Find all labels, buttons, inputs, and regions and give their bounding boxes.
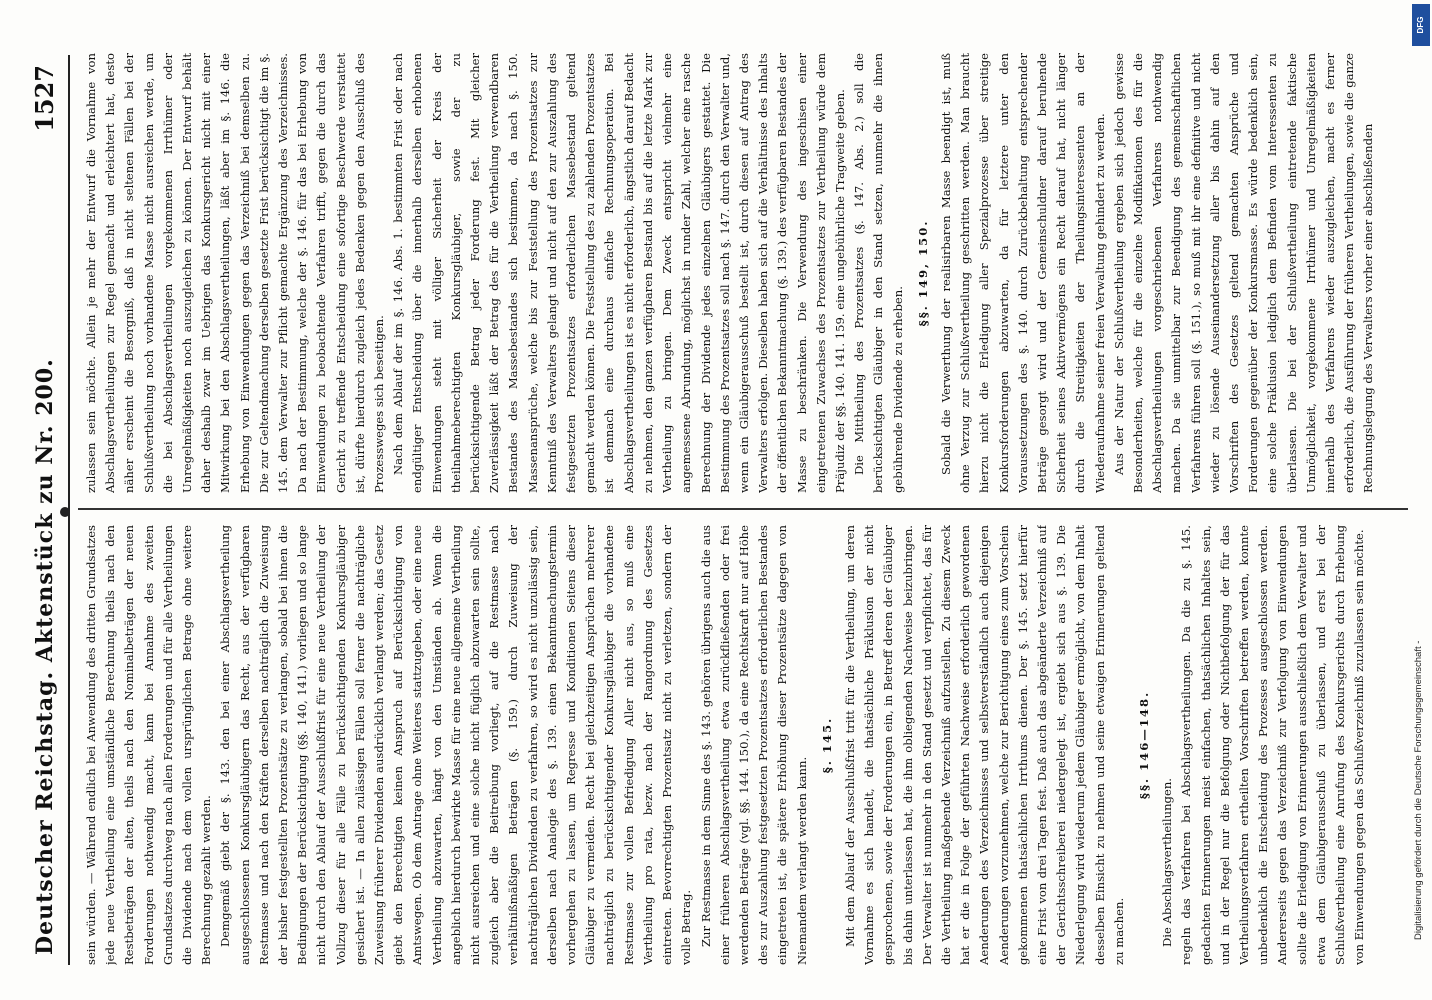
left-paragraph-4: Mit dem Ablauf der Ausschlußfrist tritt für die Vertheilung, um deren Vornahme es sich handelt, die thatsächliche Präklusion der nicht gesprochenen, sowie der Forderungen ein, in Betreff deren der Gläubiger bis dahin unterlassen hat, die ihm obliegenden Nachweise beizubringen. Der Verwalter ist nunmehr in den Stand gesetzt und verpflichtet, das für die Vertheilung maßgebende Verzeichniß aufzustellen. Zu diesem Zweck hat er die in Folge der geführten Nachweise erforderlich gewordenen Aenderungen des Verzeichnisses und selbstverständlich auch diejenigen Aenderungen vorzunehmen, welche zur Berichtigung eines zum Vorschein gekommenen thatsächlichen Irrthums dienen. Der §. 145. setzt hierfür eine Frist von drei Tagen fest. Daß auch das abgeänderte Verzeichniß auf der Gerichtsschreiberei niedergelegt ist, ergiebt sich aus §. 139. Die Niederlegung wird wiederum jedem Gläubiger ermöglicht, von dem Inhalt desselben Einsicht zu nehmen und seine etwaigen Erinnerungen geltend zu machen. — [842, 525, 1126, 965]
left-column — [82, 525, 1412, 965]
right-paragraph-4: Sobald die Verwerthung der realisirbaren Masse beendigt ist, muß ohne Verzug zur Schlußvertheilung geschritten werden. Man braucht hierzu nicht die Erledigung aller Spezialprozesse über streitige Konkursforderungen abzuwarten, da für letztere unter den Voraussetzungen des §. 140. durch Zurückbehaltung entsprechender Beträge gesorgt wird und der Gemeinschuldner darauf beruhende Sicherheit seines Aktivvermögens ein Recht darauf hat, nicht länger durch die Streitigkeiten der Theilungsinteressenten an der Wiederaufnahme seiner freien Verwaltung gehindert zu werden. — [938, 53, 1107, 493]
digitization-text: Digitalisierung gefördert durch die Deutsche Forschungsgemeinschaft - — [1413, 640, 1424, 940]
digitization-note — [1413, 60, 1429, 940]
left-paragraph-1: sein würden. — Während endlich bei Anwendung des dritten Grundsatzes jede neue Vertheilung eine umständliche Berechnung theils nach den Restbeträgen der alten, theils nach den Nominalbeträgen der neuen Forderungen nothwendig macht, kann bei Annahme des zweiten Grundsatzes durchweg nach allen Forderungen und für alle Vertheilungen die Dividende nach dem vollen ursprünglichen Betrage ohne weitere Berechnung gezahlt werden. — [84, 525, 214, 965]
column-divider — [78, 508, 1408, 510]
section-heading-146-148: §§. 146—148. — [1136, 690, 1151, 800]
page-title: Deutscher Reichstag. Aktenstück zu Nr. 200. — [32, 358, 58, 955]
header-rule — [68, 55, 70, 965]
document-page — [20, 35, 1420, 985]
right-column — [82, 53, 1412, 493]
left-paragraph-3: Zur Restmasse in dem Sinne des §. 143. gehören übrigens auch die aus einer früheren Abschlagsvertheilung etwa zurückfließenden oder frei werdenden Beträge (vgl. §§. 144. 150.), da eine Rechtskraft nur auf Höhe des zur Auszahlung festgesetzten Prozentsatzes erforderlichen Bestandes eingetreten ist, die spätere Erhöhung dieser Prozentsätze dagegen von Niemandem verlangt werden kann. — [698, 525, 809, 965]
right-paragraph-1: zulassen sein möchte. Allein je mehr der Entwurf die Vornahme von Abschlagsvertheilungen zur Regel gemacht und erleichtert hat, desto näher erscheint die Besorgniß, daß in nicht seltenen Fällen bei der Schlußvertheilung noch vorhandene Masse nicht ausreichen werde, um die bei Abschlagsvertheilungen vorgekommenen Irrthümer oder Unregelmäßigkeiten noch auszugleichen zu können. Der Entwurf behält daher deshalb zwar im Uebrigen das Konkursgericht nicht mit einer Mitwirkung bei den Abschlagsvertheilungen, läßt aber im §. 146. die Erhebung von Einwendungen gegen das Verzeichniß bei demselben zu. Die zur Geltendmachung derselben gesetzte Frist berücksichtigt die im §. 145. dem Verwalter zur Pflicht gemachte Ergänzung des Verzeichnisses. Da nach der Bestimmung, welche der §. 146. für das bei Erhebung von Einwendungen zu beobachtende Verfahren trifft, gegen die durch das Gericht zu treffende Entscheidung eine sofortige Beschwerde verstattet ist, dürfte hierdurch zugleich jedes Bedenken gegen den Ausschluß des Prozessweges sich beseitigen. — [84, 53, 387, 493]
left-paragraph-2: Demgemäß giebt der §. 143. den bei einer Abschlagsvertheilung ausgeschlossenen Konkursgläubigern das Recht, aus der verfügbaren Restmasse und nach den Kräften derselben nachträglich die Zuweisung der bisher festgestellten Prozentsätze zu verlangen, sobald bei ihnen die Bedingungen der Berücksichtigung (§§. 140, 141.) vorliegen und so lange nicht durch den Ablauf der Ausschlußfrist für eine neue Vertheilung der Vollzug dieser für alle Fälle zu berücksichtigenden Konkursgläubiger gesichert ist. — In allen zulässigen Fällen soll ferner die nachträgliche Zuweisung früherer Dividenden ausdrücklich verlangt werden; das Gesetz giebt den Berechtigten keinen Anspruch auf Berücksichtigung von Amtswegen. Ob dem Antrage ohne Weiteres stattzugeben, oder eine neue Vertheilung abzuwarten, hängt von den Umständen ab. Wenn die angeblich hierdurch bewirkte Masse für eine neue allgemeine Vertheilung nicht ausreichen und eine solche nicht füglich abzuwarten sein sollte, zugleich aber die Beitreibung vorliegt, auf die Restmasse nach verhältnißmäßigen Beträgen (§. 159.) durch Zuweisung der nachträglichen Dividenden zu verfahren, so wird es nicht unzulässig sein, derselben nach Analogie des §. 139. einen Bekanntmachungstermin vorhergehen zu lassen, um Regresse und Konditionen Seitens dieser Gläubiger zu vermeiden. Recht bei gleichzeitigen Ansprüchen mehrerer nachträglich zu berücksichtigender Konkursgläubiger die vorhandene Restmasse zur vollen Befriedigung Aller nicht aus, so muß eine Vertheilung pro rata, bezw. nach der Rangordnung des Gesetzes eintreten. Bevorrechtigten Prozentsatz nicht zu verletzen, sondern der volle Betrag. — [218, 525, 694, 965]
dfg-logo — [1412, 4, 1430, 46]
section-heading-149-150: §§. 149, 150. — [915, 219, 930, 327]
dfg-logo-text: DFG — [1416, 16, 1425, 34]
left-paragraph-5: Die Abschlagsvertheilungen. — [1160, 778, 1175, 947]
section-heading-145: §. 145. — [819, 716, 834, 774]
right-paragraph-5: Aus der Natur der Schlußvertheilung ergeben sich jedoch gewisse Besonderheiten, welche für die einzelne Modifikationen des für die Abschlagsvertheilungen vorgeschriebenen Verfahrens nothwendig machen. Da sie unmittelbar zur Beendigung des gemeinschaftlichen Verfahrens führen soll (§. 151.), so muß mit ihr eine definitive und nicht wieder zu lösende Auseinandersetzung aller bis dahin auf den Vorschriften des Gesetzes geltend gemachten Ansprüche und Forderungen gegenüber der Konkursmasse. Es würde bedenklich sein, eine solche Präklusion lediglich dem Befinden vom Interessenten zu überlassen. Die bei der Schlußvertheilung eintretende faktische Unmöglichkeit, vorgekommene Irrthümer und Unregelmäßigkeiten innerhalb des Verfahrens wieder auszugleichen, macht es ferner erforderlich, die Ausführung der früheren Vertheilungen, sowie die ganze Rechnungslegung des Verwalters vorher einer abschließenden — [1111, 53, 1376, 493]
page-number: 1527 — [30, 65, 59, 132]
left-paragraph-6: regeln das Verfahren bei Abschlagsvertheilungen. Da die zu §. 145. gedachten Erinnerungen meist einfachen, thatsächlichen Inhaltes sein, und in der Regel nur die Befolgung oder Nichtbefolgung der für das Vertheilungsverfahren ertheilten Vorschriften betreffen werden, konnte unbedenklich die Entscheidung des Prozesses ausgeschlossen werden. Andererseits gegen das Verzeichniß zur Verfolgung von Einwendungen sollte die Erledigung von Erinnerungen ausschließlich dem Verwalter und etwa dem Gläubigerausschuß zu überlassen, und erst bei der Schlußvertheilung eine Anrufung des Konkursgerichts durch Erhebung von Einwendungen gegen das Schlußverzeichniß zuzulassen sein möchte. — [1179, 525, 1367, 965]
right-paragraph-2: Nach dem Ablauf der im §. 146. Abs. 1. bestimmten Frist oder nach endgültiger Entscheidung über die innerhalb derselben erhobenen Einwendungen steht mit völliger Sicherheit der Kreis der theilnahmeberechtigten Konkursgläubiger, sowie der zu berücksichtigende Betrag jeder Forderung fest. Mit gleicher Zuverlässigkeit läßt der Betrag des für die Vertheilung verwendbaren Bestandes des Massebestandes sich bestimmen, da nach §. 150. Massenansprüche, welche bis zur Feststellung des Prozentsatzes zur Kenntniß des Verwalters gelangt und nicht auf den zur Auszahlung des festgesetzten Prozentsatzes erforderlichen Massebestand geltend gemacht werden können. Die Feststellung des zu zahlenden Prozentsatzes ist demnach eine durchaus einfache Rechnungsoperation. Bei Abschlagsvertheilungen ist es nicht erforderlich, ängstlich darauf Bedacht zu nehmen, den ganzen verfügbaren Bestand bis auf die letzte Mark zur Vertheilung zu bringen. Dem Zweck entspricht vielmehr eine angemessene Abrundung, möglichst in runder Zahl, welcher eine rasche Berechnung der Dividende jedes einzelnen Gläubigers gestattet. Die Bestimmung des Prozentsatzes soll nach §. 147. durch den Verwalter und, wenn ein Gläubigerausschuß bestellt ist, durch diesen auf Antrag des Verwalters erfolgen. Dieselben haben sich auf die Verhältnisse des Inhalts der öffentlichen Bekanntmachung (§. 139.) des verfügbaren Bestandes der Masse zu beschränken. Die Verwendung des ingeschisen einer eingetretenen Zuwachses des Prozentsatzes zur Vertheilung würde dem Präjudiz der §§. 140. 141. 159. eine ungebührliche Tragweite geben. — [391, 53, 847, 493]
right-paragraph-3: Die Mittheilung des Prozentsatzes (§. 147. Abs. 2.) soll die berücksichtigten Gläubiger in den Stand setzen, nunmehr die ihnen gebührende Dividende zu erheben. — [852, 53, 905, 493]
